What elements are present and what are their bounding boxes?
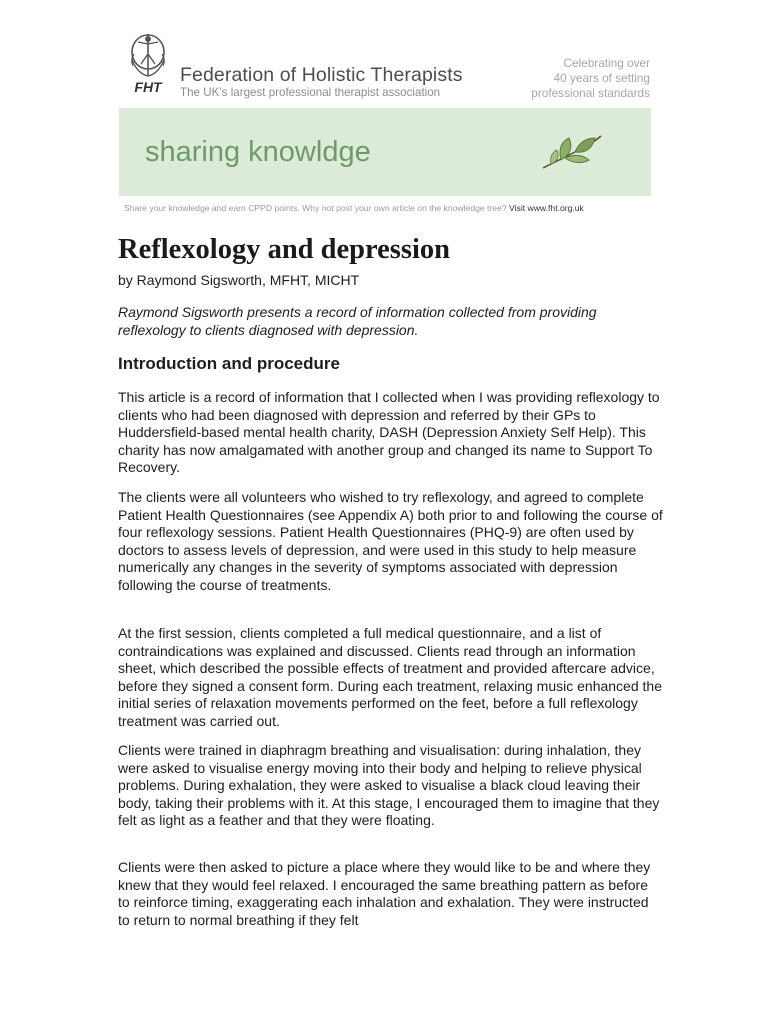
article-title: Reflexology and depression [118, 234, 450, 265]
celebrate-line: 40 years of setting [553, 71, 650, 85]
org-tagline: The UK’s largest professional therapist association [180, 86, 441, 99]
body-paragraph: At the first session, clients completed a full medical questionnaire, and a list of contraindications was explained and discussed. Clients read through an information sheet, which described the possible effects of treatment and provided aftercare advice, before they signed a consent form. During each treatment, relaxing music enhanced the initial series of relaxation movements performed on the feet, before a full reflexology treatment was carried out. [118, 625, 662, 729]
website-link[interactable]: Visit www.fht.org.uk [509, 203, 584, 213]
article-intro: Raymond Sigsworth presents a record of information collected from providing reflexology to clients diagnosed with depression. [118, 304, 597, 338]
fht-logo [124, 30, 172, 96]
banner-title: sharing knowldge [145, 136, 371, 168]
body-paragraph: Clients were trained in diaphragm breathing and visualisation: during inhalation, they were asked to visualise energy moving into their body and helping to relieve physical problems. During exhalation, they were asked to visualise a black cloud leaving their body, taking their problems with it. At this stage, I encouraged them to imagine that they felt as light as a feather and that they were floating. [118, 742, 660, 828]
fht-logo-icon [124, 30, 172, 96]
svg-text:FHT: FHT [134, 79, 162, 95]
body-paragraph: Clients were then asked to picture a place where they would like to be and where they knew that they would feel relaxed. I encouraged the same breathing pattern as before to reinforce timing, exaggerating each inhalation and exhalation. They were instructed to return to normal breathing if they felt [118, 859, 651, 928]
share-note-text: Share your knowledge and earn CPPD points. Why not post your own article on the knowledge tree? [124, 203, 510, 213]
org-name: Federation of Holistic Therapists [180, 64, 463, 86]
celebrate-line: Celebrating over [563, 56, 650, 70]
body-paragraph: The clients were all volunteers who wished to try reflexology, and agreed to complete Patient Health Questionnaires (see Appendix A) both prior to and following the course of four reflexology sessions. Patient Health Questionnaires (PHQ-9) are often used by doctors to assess levels of depression, and were used in this study to help measure numerically any changes in the severity of symptoms associated with depression following the course of treatments. [118, 489, 663, 593]
byline: by Raymond Sigsworth, MFHT, MICHT [118, 272, 360, 288]
sharing-knowledge-banner [119, 108, 651, 196]
body-paragraph: This article is a record of information that I collected when I was providing reflexology to clients who had been diagnosed with depression and referred by their GPs to Huddersfield-based mental health charity, DASH (Depression Anxiety Self Help). This charity has now amalgamated with another group and changed its name to Support To Recovery. [118, 389, 660, 475]
celebrate-text [531, 56, 650, 101]
leaf-icon [539, 130, 605, 174]
section-heading: Introduction and procedure [118, 354, 340, 373]
celebrate-line: professional standards [531, 86, 650, 100]
share-note [124, 203, 584, 213]
